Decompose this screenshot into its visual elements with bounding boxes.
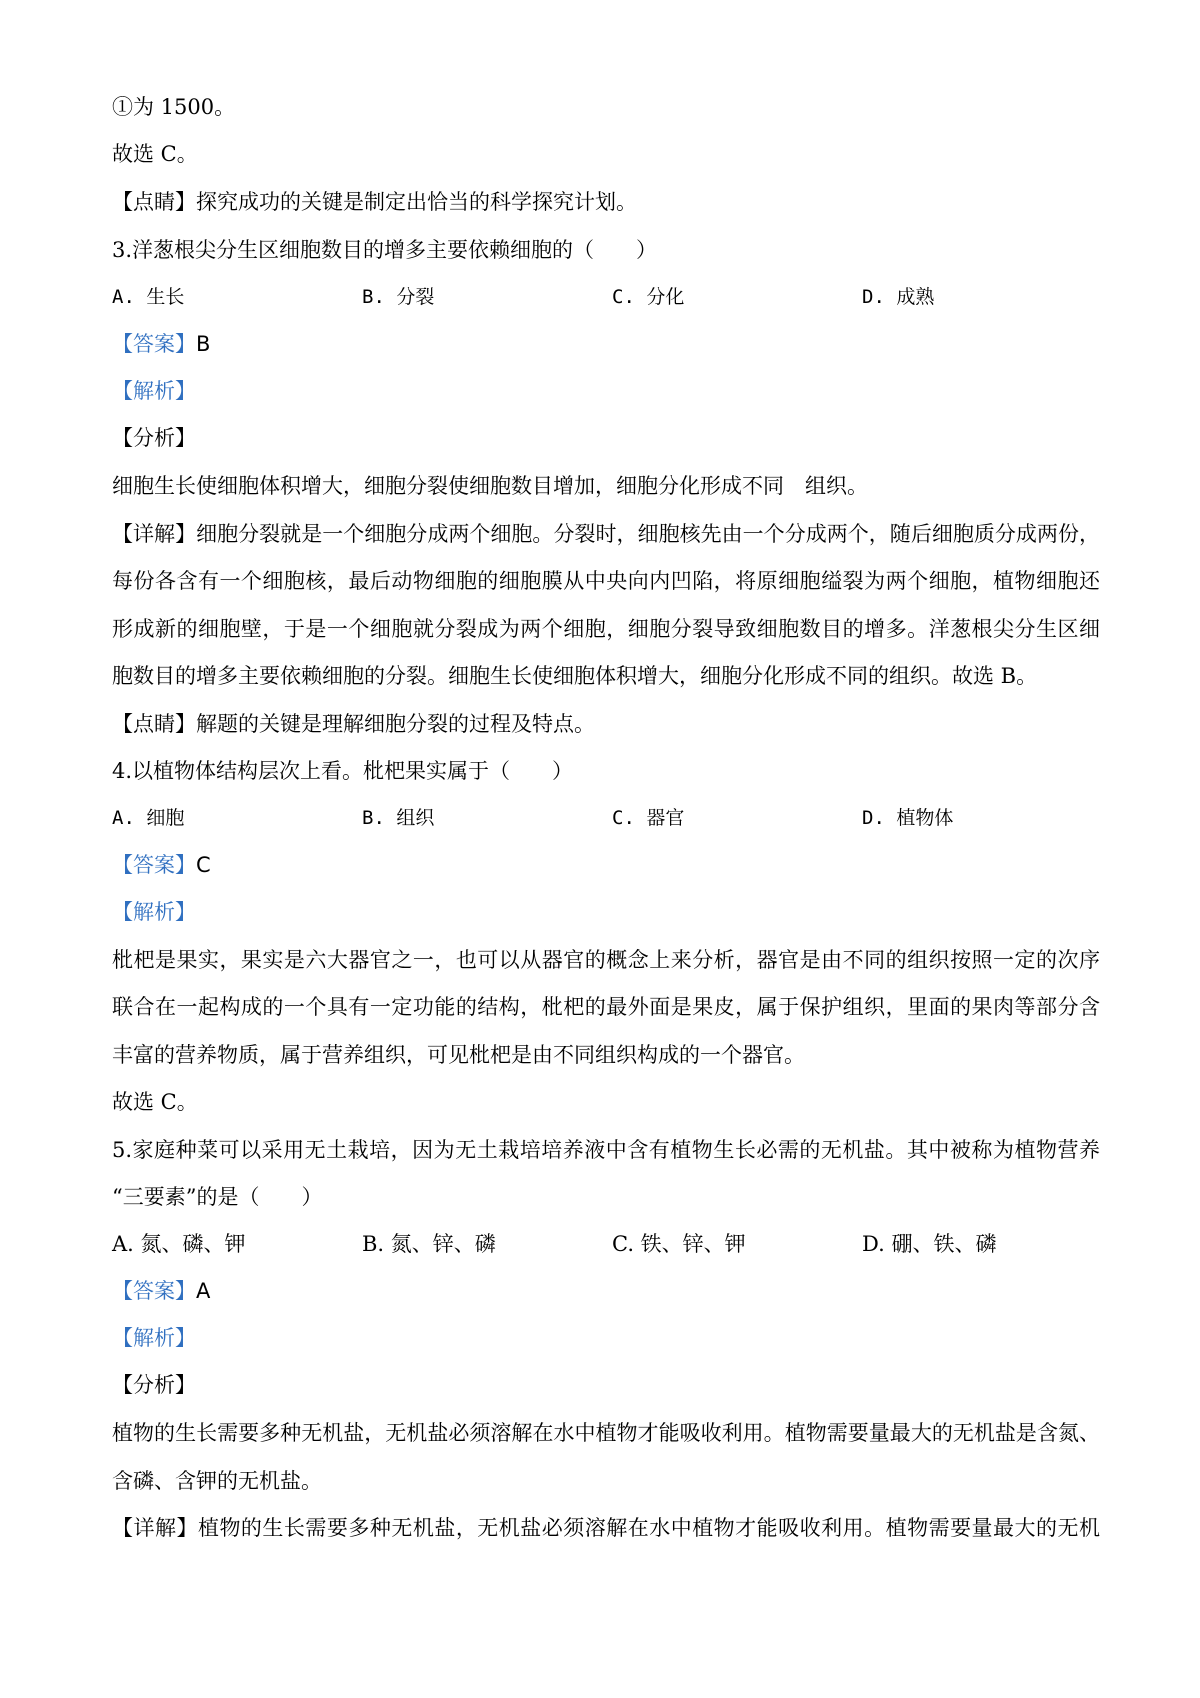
answer-value: C <box>196 853 211 877</box>
option-d: D. 植物体 <box>862 807 954 829</box>
question-5: 5.家庭种菜可以采用无土栽培，因为无土栽培培养液中含有植物生长必需的无机盐。其中被称为植物营养 <box>112 1138 1100 1162</box>
option-d: D. 硼、铁、磷 <box>862 1232 997 1256</box>
answer-value: A <box>196 1279 211 1303</box>
dianjing-line: 【点睛】探究成功的关键是制定出恰当的科学探究计划。 <box>112 190 637 214</box>
question-4: 4.以植物体结构层次上看。枇杷果实属于（ ） <box>112 759 574 783</box>
text-line: ①为 1500。 <box>112 95 236 119</box>
explanation-line: 枇杷是果实，果实是六大器官之一，也可以从器官的概念上来分析，器官是由不同的组织按照一定的次序 <box>112 948 1100 972</box>
option-a: A. 细胞 <box>112 807 185 829</box>
fenxi-text: 含磷、含钾的无机盐。 <box>112 1469 322 1493</box>
answer-line <box>112 850 211 880</box>
jiexi-label: 【解析】 <box>112 1326 196 1350</box>
option-b: B. 氮、锌、磷 <box>362 1232 496 1256</box>
question-5-cont: “三要素”的是（ ） <box>112 1185 323 1209</box>
question-3: 3.洋葱根尖分生区细胞数目的增多主要依赖细胞的（ ） <box>112 238 658 262</box>
detail-line: 每份各含有一个细胞核，最后动物细胞的细胞膜从中央向内凹陷，将原细胞缢裂为两个细胞，植物细胞还 <box>112 569 1100 593</box>
answer-value: B <box>196 332 211 356</box>
fenxi-label: 【分析】 <box>112 1373 196 1397</box>
dianjing-line: 【点睛】解题的关键是理解细胞分裂的过程及特点。 <box>112 712 595 736</box>
explanation-line: 联合在一起构成的一个具有一定功能的结构，枇杷的最外面是果皮，属于保护组织，里面的果肉等部分含 <box>112 995 1100 1019</box>
fenxi-text: 植物的生长需要多种无机盐，无机盐必须溶解在水中植物才能吸收利用。植物需要量最大的无机盐是含氮、 <box>112 1421 1100 1445</box>
detail-line: 【详解】植物的生长需要多种无机盐，无机盐必须溶解在水中植物才能吸收利用。植物需要量最大的无机 <box>112 1516 1100 1540</box>
explanation-line: 丰富的营养物质，属于营养组织，可见枇杷是由不同组织构成的一个器官。 <box>112 1043 805 1067</box>
text-line: 故选 C。 <box>112 142 198 166</box>
detail-line: 胞数目的增多主要依赖细胞的分裂。细胞生长使细胞体积增大，细胞分化形成不同的组织。故选 B。 <box>112 664 1038 688</box>
option-d: D. 成熟 <box>862 286 935 308</box>
option-a: A. 生长 <box>112 286 185 308</box>
answer-label: 【答案】 <box>112 332 196 356</box>
answer-line <box>112 329 210 359</box>
fenxi-text: 细胞生长使细胞体积增大，细胞分裂使细胞数目增加，细胞分化形成不同 组织。 <box>112 474 868 498</box>
fenxi-label: 【分析】 <box>112 426 196 450</box>
option-b: B. 组织 <box>362 807 435 829</box>
option-c: C. 器官 <box>612 807 685 829</box>
answer-label: 【答案】 <box>112 853 196 877</box>
answer-label: 【答案】 <box>112 1279 196 1303</box>
jiexi-label: 【解析】 <box>112 900 196 924</box>
text-line: 故选 C。 <box>112 1090 198 1114</box>
jiexi-label: 【解析】 <box>112 379 196 403</box>
answer-line <box>112 1276 210 1306</box>
option-a: A. 氮、磷、钾 <box>112 1232 246 1256</box>
option-c: C. 铁、锌、钾 <box>612 1232 746 1256</box>
detail-line: 【详解】细胞分裂就是一个细胞分成两个细胞。分裂时，细胞核先由一个分成两个，随后细胞质分成两份， <box>112 522 1100 546</box>
option-c: C. 分化 <box>612 286 685 308</box>
option-b: B. 分裂 <box>362 286 435 308</box>
detail-line: 形成新的细胞壁，于是一个细胞就分裂成为两个细胞，细胞分裂导致细胞数目的增多。洋葱根尖分生区细 <box>112 617 1100 641</box>
